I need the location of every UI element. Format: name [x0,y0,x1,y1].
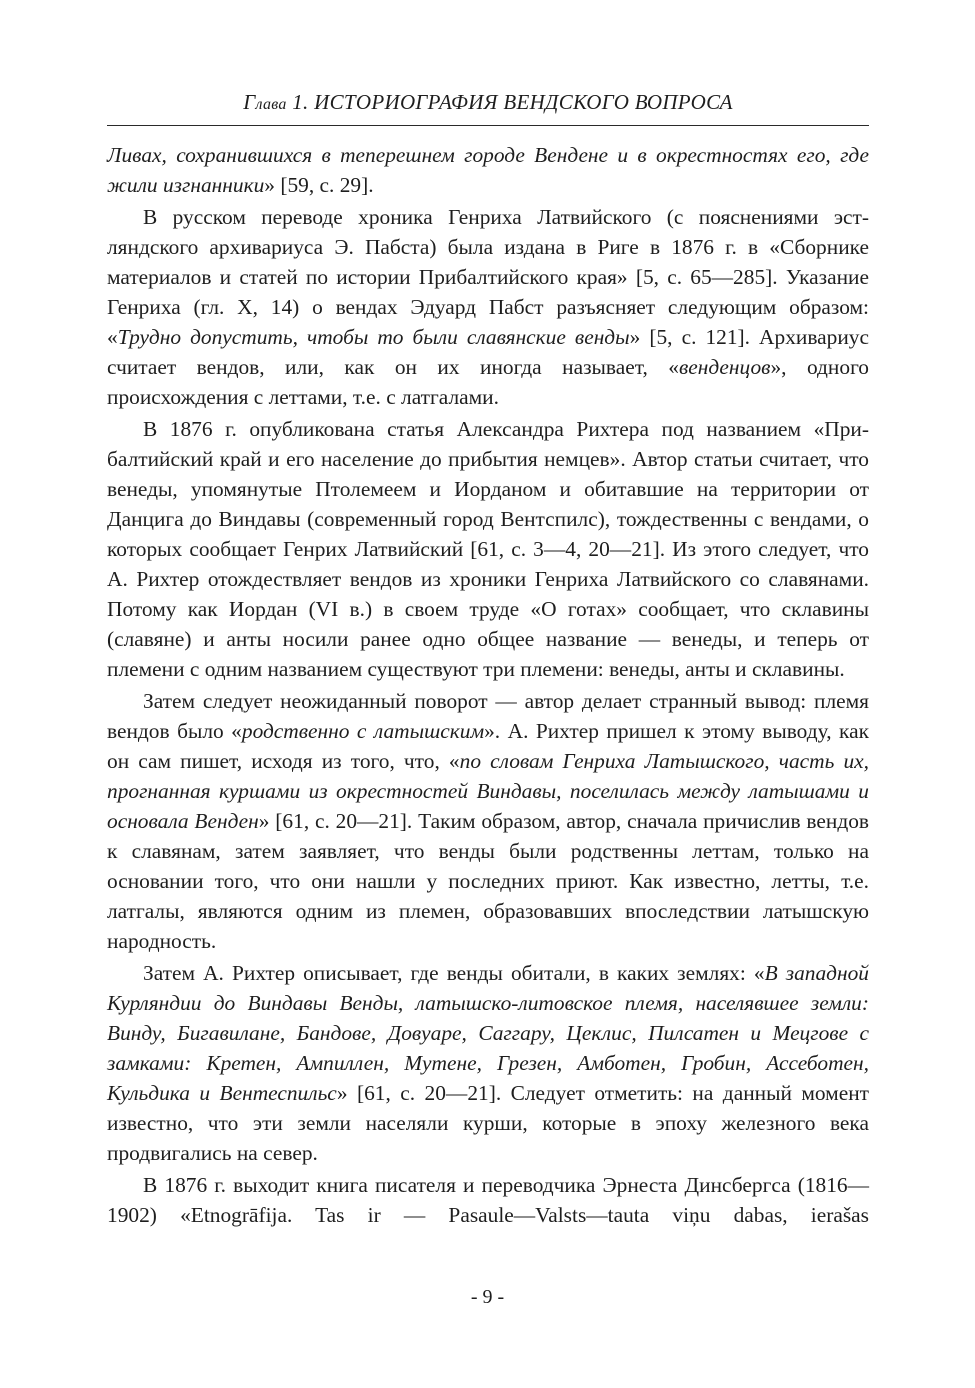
text-run: В 1876 г. выходит книга писателя и переводчика Эрнеста Динсбергса (1816—1902) «Etnogrāfija. Tas ir — Pasaule—Valsts—tauta viņu dabas, ierašas [107,1173,869,1227]
text-run: Затем А. Рихтер описывает, где венды обитали, в каких землях: « [143,961,765,985]
text-run: » [5, с. 121]. Архивариус считает вендов, или, как он их иногда называет, « [107,325,869,379]
page-number: - 9 - [470,1286,505,1308]
body-text [107,140,869,1230]
text-run: », одного происхождения с леттами, т.е. с латгалами. [107,355,870,409]
text-run: » [61, с. 20—21]. Следует отметить: на данный момент известно, что эти земли населяли курши, которые в эпоху железного века продвигались на север. [107,1081,869,1165]
paragraph [107,686,869,956]
paragraph [107,958,869,1168]
chapter-label-initial: Г [243,90,256,114]
chapter-title: ИСТОРИОГРАФИЯ ВЕНДСКОГО ВОПРОСА [314,90,733,114]
italic-quote-run: венденцов [678,355,771,379]
italic-quote-run: Ливах, сохранившихся в теперешнем городе Вендене и в окрестностях его, где жили изгнанники [107,143,869,197]
text-run: ». А. Рихтер пришел к этому выводу, как он сам пишет, исходя из того, что, « [107,719,869,773]
paragraph [107,414,869,684]
text-run: В 1876 г. опубликована статья Александра Рихтера под названием «Прибалтийский край и его население до прибытия немцев». Автор статьи считает, что венеды, упомянутые Птолемеем и Иорданом и обитавшие на территории от Данцига до Виндавы (современный город Вентспилс), тождественны с вендами, о которых сообщает Генрих Латвийский [61, с. 3—4, 20—21]. Из этого следует, что А. Рихтер отождествляет вендов из хроники Генриха Латвийского со славянами. Потому как Иордан (VI в.) в своем труде «О готах» сообщает, что склавины (славяне) и анты носили ранее одно общее название — венеды, и теперь от племени с одним названием существуют три племени: венеды, анты и склавины. [107,417,869,681]
paragraph [107,202,869,412]
paragraph [107,140,869,200]
italic-quote-run: Трудно допустить, чтобы то были славянские венды [117,325,630,349]
text-run: » [59, с. 29]. [264,173,374,197]
text-run: Затем следует неожиданный поворот — автор делает странный вывод: племя вендов было « [107,689,869,743]
chapter-number: 1. [286,90,315,114]
italic-quote-run: по словам Генриха Латышского, часть их, прогнанная куршами из окрестностей Виндавы, поселилась между латышами и основала Венден [107,749,869,833]
page [107,88,869,1232]
running-head [107,88,869,126]
text-run: В русском переводе хроника Генриха Латвийского (с пояснениями эстляндского архивариуса Э. Пабста) была издана в Риге в 1876 г. в «Сборнике материалов и статей по истории Прибалтийского края» [5, с. 65—285]. Указание Генриха (гл. X, 14) о вендах Эдуард Пабст разъясняет следующим образом: « [107,205,869,349]
text-run: » [61, с. 20—21]. Таким образом, автор, сначала причислив вендов к славянам, затем заявляет, что венды были родственны леттам, только на основании того, что они нашли у последних приют. Как известно, летты, т.е. латгалы, являются одним из племен, образовавших впоследствии латышскую народность. [107,809,869,953]
italic-quote-run: родственно с латышским [241,719,485,743]
italic-quote-run: В западной Курляндии до Виндавы Венды, латышско-литовское племя, населявшее земли: Винду, Бигавилане, Бандове, Довуаре, Саггару, Цеклис, Пилсатен и Мецгове с замками: Кретен, Ампиллен, Мутене, Грезен, Амботен, Гробин, Ассеботен, Кульдика и Вентеспильс [107,961,869,1105]
paragraph [107,1170,869,1230]
chapter-label-rest: лава [255,96,287,113]
